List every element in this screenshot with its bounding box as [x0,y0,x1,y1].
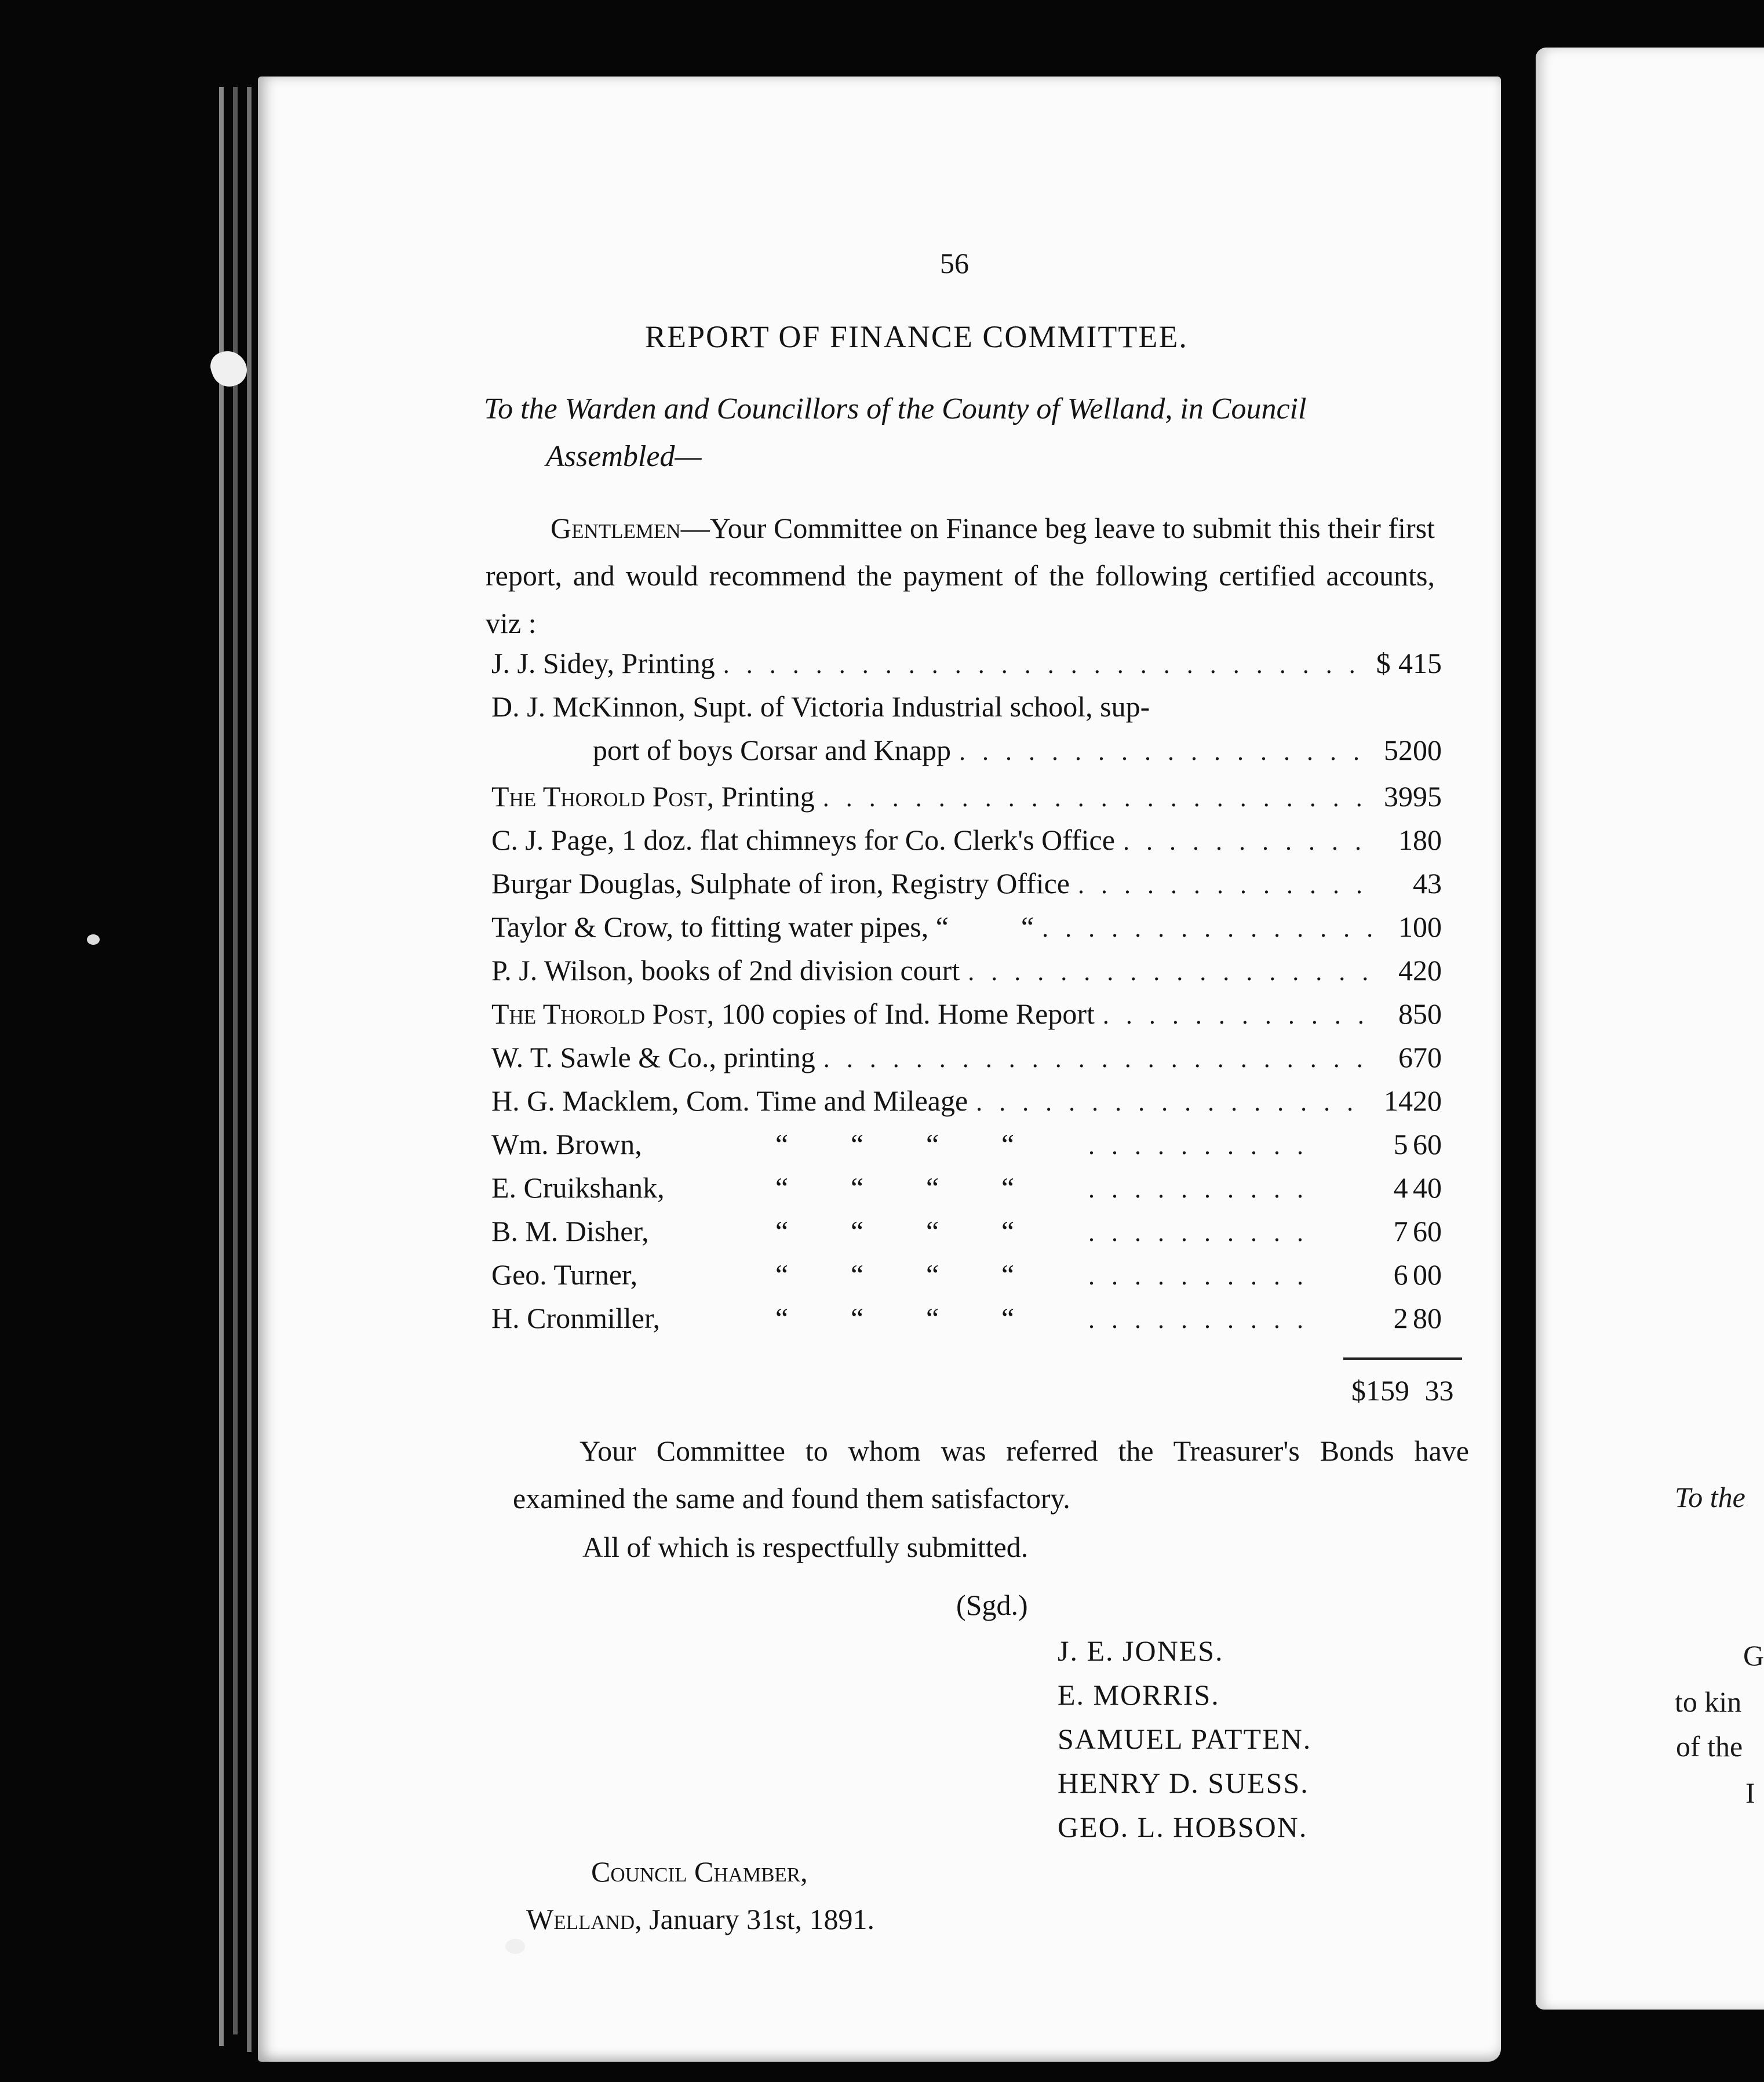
ditto-mark: “ [1001,1128,1015,1160]
ditto-mark: “ [1001,1171,1015,1204]
account-cents: 20 [1413,1084,1442,1117]
ditto-mark: “ [775,1171,789,1204]
account-cents: 15 [1412,647,1442,679]
salutation [484,385,1434,481]
account-dollars: 1 [1398,824,1413,856]
member-name: Geo. Turner, [491,1258,638,1291]
ditto-mark: “ [1001,1258,1015,1291]
leader-dots [976,1087,1361,1117]
ditto-mark: “ [926,1302,939,1334]
account-cents: 00 [1413,1258,1442,1291]
intro-text: —Your Committee on Finance beg leave to submit this their first report, and would recommend the payment of the following certified accounts, viz : [486,512,1435,639]
total-dollar-sign: $ [1351,1374,1366,1407]
paper-speck [505,1939,525,1954]
page-number: 56 [940,247,969,279]
leader-dots [1088,1131,1320,1160]
account-row [491,997,1442,1040]
facing-page-fragment: I [1745,1777,1755,1809]
closing-submission: All of which is respectfully submitted. [582,1531,1029,1563]
account-cents: 80 [1413,1302,1442,1334]
dollar-sign: $ [1376,647,1391,679]
ditto-mark: “ [851,1128,864,1160]
report-title: REPORT OF FINANCE COMMITTEE. [645,319,1188,354]
facing-page-fragment: To the [1675,1481,1745,1513]
account-cents: 00 [1413,911,1442,943]
account-description: P. J. Wilson, books of 2nd division court [491,954,960,987]
account-row [491,1171,1442,1214]
paper-speck [87,934,100,945]
account-description: Burgar Douglas, Sulphate of iron, Registry Office [491,867,1070,900]
account-cents: 40 [1413,1171,1442,1204]
account-description: J. J. Sidey, Printing [491,647,715,679]
account-row [491,1301,1442,1345]
signed-marker: (Sgd.) [956,1589,1028,1621]
newspaper-name: The Thorold Post, [491,998,715,1030]
signer-name: E. MORRIS. [1058,1679,1220,1711]
account-row [491,690,1442,733]
signer-name: HENRY D. SUESS. [1058,1767,1309,1799]
account-cents: 20 [1413,954,1442,987]
account-description [491,1171,1077,1204]
account-dollars: 4 [1398,647,1413,679]
account-dollars: 52 [1384,734,1413,766]
ditto-mark: “ [775,1258,789,1291]
facing-page-fragment: to kin [1675,1686,1742,1718]
account-dollars: 1 [1398,911,1413,943]
leader-dots [1088,1174,1320,1204]
account-description-text: 100 copies of Ind. Home Report [714,998,1095,1030]
account-description-text: Printing [714,780,815,813]
leader-dots [1088,1305,1320,1334]
account-dollars: 4 [1398,954,1413,987]
ditto-mark: “ [926,1171,939,1204]
account-dollars: 6 [1398,1041,1413,1073]
ditto-mark: “ [1001,1215,1015,1247]
member-name: H. Cronmiller, [491,1302,661,1334]
account-row [491,1040,1442,1084]
member-name: Wm. Brown, [491,1128,642,1160]
leader-dots [723,650,1368,679]
account-description: Taylor & Crow, to fitting water pipes, “ “ [491,911,1034,943]
facing-page-fragment: G [1743,1639,1764,1672]
paper-tear [206,346,252,392]
ditto-mark: “ [926,1258,939,1291]
accounts-list [491,646,1442,1345]
member-name: B. M. Disher, [491,1215,649,1247]
salutation-line: To the Warden and Councillors of the County of Welland, in Council [484,392,1307,425]
account-dollars: 4 [1393,1171,1408,1204]
facing-page-fragment: of the [1676,1730,1743,1763]
signer-name: J. E. JONES. [1058,1635,1224,1667]
ditto-mark: “ [775,1215,789,1247]
newspaper-name: The Thorold Post, [491,780,715,813]
town-name: Welland, [526,1903,642,1935]
account-row [491,780,1442,823]
ditto-mark: “ [851,1302,864,1334]
account-cents: 43 [1413,867,1442,900]
ditto-mark: “ [926,1128,939,1160]
date-text: January 31st, 1891. [642,1903,875,1935]
accounts-total [1351,1374,1454,1407]
ditto-mark: “ [1001,1302,1015,1334]
account-dollars: 2 [1393,1302,1408,1334]
leader-dots [823,783,1361,813]
account-row [491,867,1442,910]
account-description: D. J. McKinnon, Supt. of Victoria Industrial school, sup- [491,690,1150,723]
account-dollars: 6 [1393,1258,1408,1291]
total-rule [1343,1357,1462,1360]
intro-lead: Gentlemen [551,512,681,544]
account-row [491,646,1442,690]
account-description [491,1127,1077,1161]
account-description: H. G. Macklem, Com. Time and Mileage [491,1084,968,1117]
account-description [491,997,1095,1031]
leader-dots [959,737,1361,766]
account-row [491,1084,1442,1127]
closing-paragraph: Your Committee to whom was referred the Treasurer's Bonds have examined the same and found them satisfactory. [513,1435,1469,1515]
salutation-line: Assembled— [546,440,702,473]
signer-name: SAMUEL PATTEN. [1058,1723,1312,1755]
total-dollars: 159 [1366,1374,1409,1407]
account-cents: 00 [1413,734,1442,766]
total-cents: 33 [1424,1374,1454,1407]
account-description: port of boys Corsar and Knapp [593,734,951,766]
account-description [491,1258,1077,1291]
signatories [1058,1629,1311,1849]
member-name: E. Cruikshank, [491,1171,665,1204]
account-cents: 70 [1413,1041,1442,1073]
account-row [491,910,1442,953]
account-dollars: 14 [1384,1084,1413,1117]
ditto-mark: “ [926,1215,939,1247]
place-line: Council Chamber, [591,1855,808,1888]
account-cents: 60 [1413,1128,1442,1160]
ditto-mark: “ [851,1171,864,1204]
account-dollars: 5 [1393,1128,1408,1160]
book-spine-edge [247,87,252,2052]
account-row [491,1214,1442,1258]
leader-dots [1088,1261,1320,1291]
account-row [491,1127,1442,1171]
account-cents: 95 [1413,780,1442,813]
account-row [491,823,1442,867]
account-row [491,953,1442,997]
leader-dots [968,957,1376,987]
account-row [491,733,1442,780]
leader-dots [823,1044,1372,1073]
leader-dots [1103,1000,1376,1030]
account-cents: 60 [1413,1215,1442,1247]
account-cents: 80 [1413,824,1442,856]
leader-dots [1123,827,1376,856]
signer-name: GEO. L. HOBSON. [1058,1811,1308,1843]
account-dollars: 8 [1398,998,1413,1030]
account-row [491,1258,1442,1301]
ditto-mark: “ [851,1215,864,1247]
leader-dots [1078,870,1380,900]
ditto-mark: “ [775,1302,789,1334]
facing-page [1536,48,1764,2010]
ditto-mark: “ [851,1258,864,1291]
intro-paragraph [486,504,1435,647]
ditto-mark: “ [775,1128,789,1160]
account-dollars: 39 [1384,780,1413,813]
account-dollars: 7 [1393,1215,1408,1247]
leader-dots [1088,1218,1320,1247]
account-description: W. T. Sawle & Co., printing [491,1041,815,1073]
leader-dots [1042,913,1376,943]
date-line [526,1902,874,1936]
account-description [491,1301,1077,1335]
account-description [491,1214,1077,1248]
account-cents: 50 [1413,998,1442,1030]
account-description [491,780,815,813]
account-description: C. J. Page, 1 doz. flat chimneys for Co. Clerk's Office [491,824,1115,856]
